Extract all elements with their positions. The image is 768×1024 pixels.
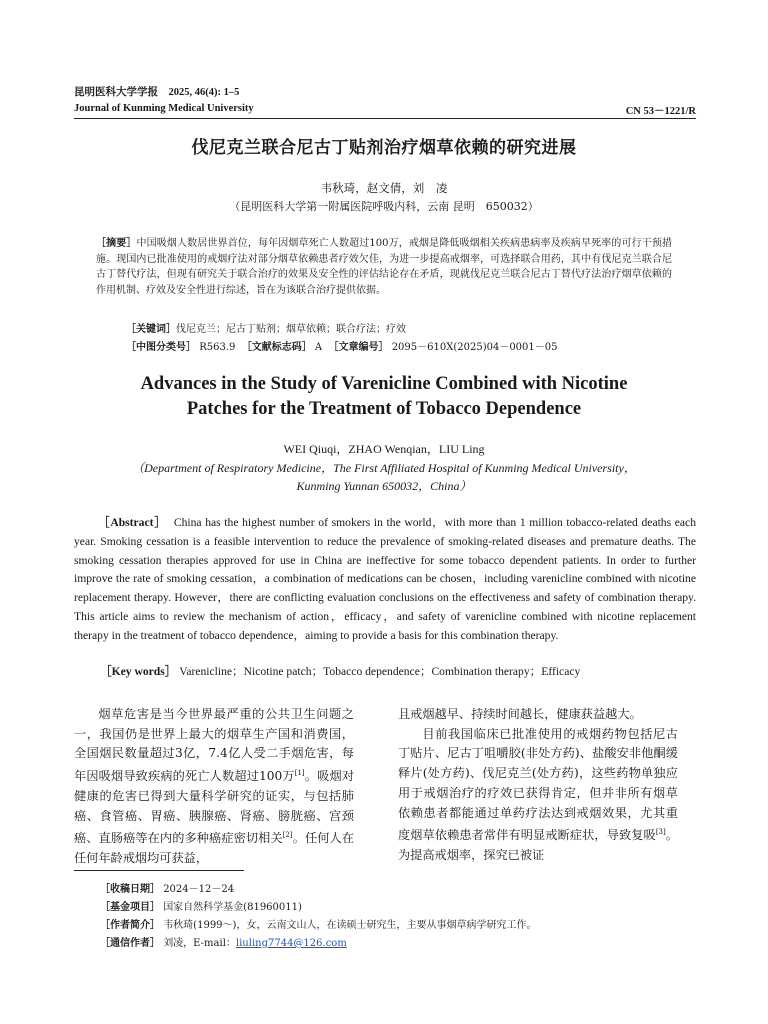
cn-abstract-text: 中国吸烟人数居世界首位，每年因烟草死亡人数超过100万，戒烟是降低吸烟相关疾病患病率及疾病早死率的可行干预措施。现国内已批准使用的戒烟疗法对部分烟草依赖患者疗效欠佳，为进一步提高戒烟率，可选择联合用药，其中有伐尼克兰联合尼古丁替代疗法，但现有研究关于联合治疗的效果及安全性的评估结论存在矛盾，现就伐尼克兰联合尼古丁替代疗法治疗烟草依赖的作用机制、疗效及安全性进行综述，旨在为该联合治疗提供依据。 xyxy=(96,238,673,296)
en-keywords-text: Varenicline；Nicotine patch；Tobacco dependence；Combination therapy；Efficacy xyxy=(179,665,581,678)
header-rule xyxy=(74,118,696,119)
body-right-column xyxy=(398,705,678,866)
body-paragraph xyxy=(74,705,354,869)
article-label: ［文章编号］ xyxy=(328,342,389,353)
received-date: 2024－12－24 xyxy=(163,884,235,895)
fund-text: 国家自然科学基金(81960011) xyxy=(163,902,302,913)
class-label: ［中图分类号］ xyxy=(126,342,196,353)
journal-en-header: Journal of Kunming Medical University xyxy=(74,103,254,114)
body-text: 目前我国临床已批准使用的戒烟药物包括尼古丁贴片、尼古丁咀嚼胶(非处方药)、盐酸安非他酮缓释片(处方药)、伐尼克兰(处方药)，这些药物单独应用于戒烟治疗的疗效已获得肯定，但并非所有烟草依赖患者都能通过单药疗法达到戒烟效果，尤其重度烟草依赖患者常伴有明显戒断症状，导致复吸 xyxy=(398,726,678,843)
body-text: 。吸烟对健康的危害已得到大量科学研究的证实，与包括肺癌、食管癌、胃癌、胰腺癌、肾癌、膀胱癌、宫颈癌、直肠癌等在内的多种癌症密切相关 xyxy=(74,769,355,846)
en-abstract-text: China has the highest number of smokers in the world，with more than 1 million tobacco-related deaths each year. Smoking cessation is a feasible intervention to reduce the prevalence of smoking-related diseases and premature deaths. The smoking cessation therapies approved for use in China are ineffective for some tobacco dependent patients. In order to further improve the rate of smoking cessation，a combination of medications can be chosen，including varenicline combined with nicotine replacement therapy. However，there are conflicting evaluation conclusions on the effectiveness and safety of combination therapy. This article aims to review the mechanism of action，efficacy，and safety of varenicline combined with nicotine replacement therapy in the treatment of tobacco dependence，aiming to provide a basis for this combination therapy. xyxy=(74,516,696,642)
cn-keywords-text: 伐尼克兰；尼古丁贴剂；烟草依赖；联合疗法；疗效 xyxy=(176,324,406,335)
en-title-line2: Patches for the Treatment of Tobacco Dependence xyxy=(186,399,582,419)
en-keywords xyxy=(100,663,580,679)
article-value: 2095－610X(2025)04－0001－05 xyxy=(391,342,558,353)
doc-value: A xyxy=(314,342,323,353)
footnote-rule xyxy=(74,870,244,871)
received-label: ［收稿日期］ xyxy=(100,884,160,895)
cn-classification xyxy=(126,338,558,353)
citation[interactable]: [1] xyxy=(294,769,305,778)
footnote-author xyxy=(100,916,700,931)
body-paragraph xyxy=(398,725,678,866)
corr-label: ［通信作者］ xyxy=(100,938,160,949)
cn-affiliation: （昆明医科大学第一附属医院呼吸内科，云南 昆明 650032） xyxy=(229,200,539,213)
en-title xyxy=(0,372,768,422)
body-paragraph: 且戒烟越早、持续时间越长，健康获益越大。 xyxy=(398,707,642,721)
footnote-fund xyxy=(100,898,700,913)
fund-label: ［基金项目］ xyxy=(100,902,160,913)
en-abstract xyxy=(74,514,696,646)
footnote-received xyxy=(100,880,700,895)
doc-label: ［文献标志码］ xyxy=(241,342,312,353)
cn-number: CN 53－1221/R xyxy=(625,106,696,117)
citation[interactable]: [3] xyxy=(655,828,666,837)
class-value: R563.9 xyxy=(199,342,236,353)
en-authors: WEI Qiuqi，ZHAO Wenqian，LIU Ling xyxy=(283,442,485,456)
cn-title: 伐尼克兰联合尼古丁贴剂治疗烟草依赖的研究进展 xyxy=(191,138,577,158)
journal-cn-header: 昆明医科大学学报 2025, 46(4): 1–5 xyxy=(74,87,240,98)
author-label: ［作者简介］ xyxy=(100,920,160,931)
en-affil-line1: （Department of Respiratory Medicine，The First Affiliated Hospital of Kunming Medical University， xyxy=(132,461,636,475)
body-text: 。任何人在任何年龄戒烟均可获益， xyxy=(74,831,355,866)
citation[interactable]: [2] xyxy=(282,831,293,840)
en-abstract-label: ［Abstract］ xyxy=(98,516,167,529)
author-text: 韦秋琦(1999～)，女，云南文山人，在读硕士研究生，主要从事烟草病学研究工作。 xyxy=(163,920,537,931)
cn-abstract-label: ［摘要］ xyxy=(96,238,137,249)
cn-keywords-label: ［关键词］ xyxy=(126,324,176,335)
body-text: 烟草危害是当今世界最严重的公共卫生问题之一，我国仍是世界上最大的烟草生产国和消费国，全国烟民数量超过3亿，7.4亿人受二手烟危害，每年因吸烟导致疾病的死亡人数超过100万 xyxy=(74,707,354,784)
cn-abstract xyxy=(96,236,672,298)
body-text: 。为提高戒烟率，探究已被证 xyxy=(398,828,679,862)
email-link[interactable]: liuling7744@126.com xyxy=(235,938,347,949)
en-affiliation xyxy=(0,459,768,495)
en-title-line1: Advances in the Study of Varenicline Combined with Nicotine xyxy=(140,374,628,394)
cn-authors: 韦秋琦，赵文倩，刘 凌 xyxy=(320,181,448,195)
en-keywords-label: ［Key words］ xyxy=(100,665,177,678)
corr-text: 刘凌，E-mail： xyxy=(163,938,236,949)
en-affil-line2: Kunming Yunnan 650032，China） xyxy=(296,479,472,493)
body-left-column xyxy=(74,705,354,869)
footnote-correspondence xyxy=(100,934,700,949)
cn-keywords xyxy=(126,320,406,335)
